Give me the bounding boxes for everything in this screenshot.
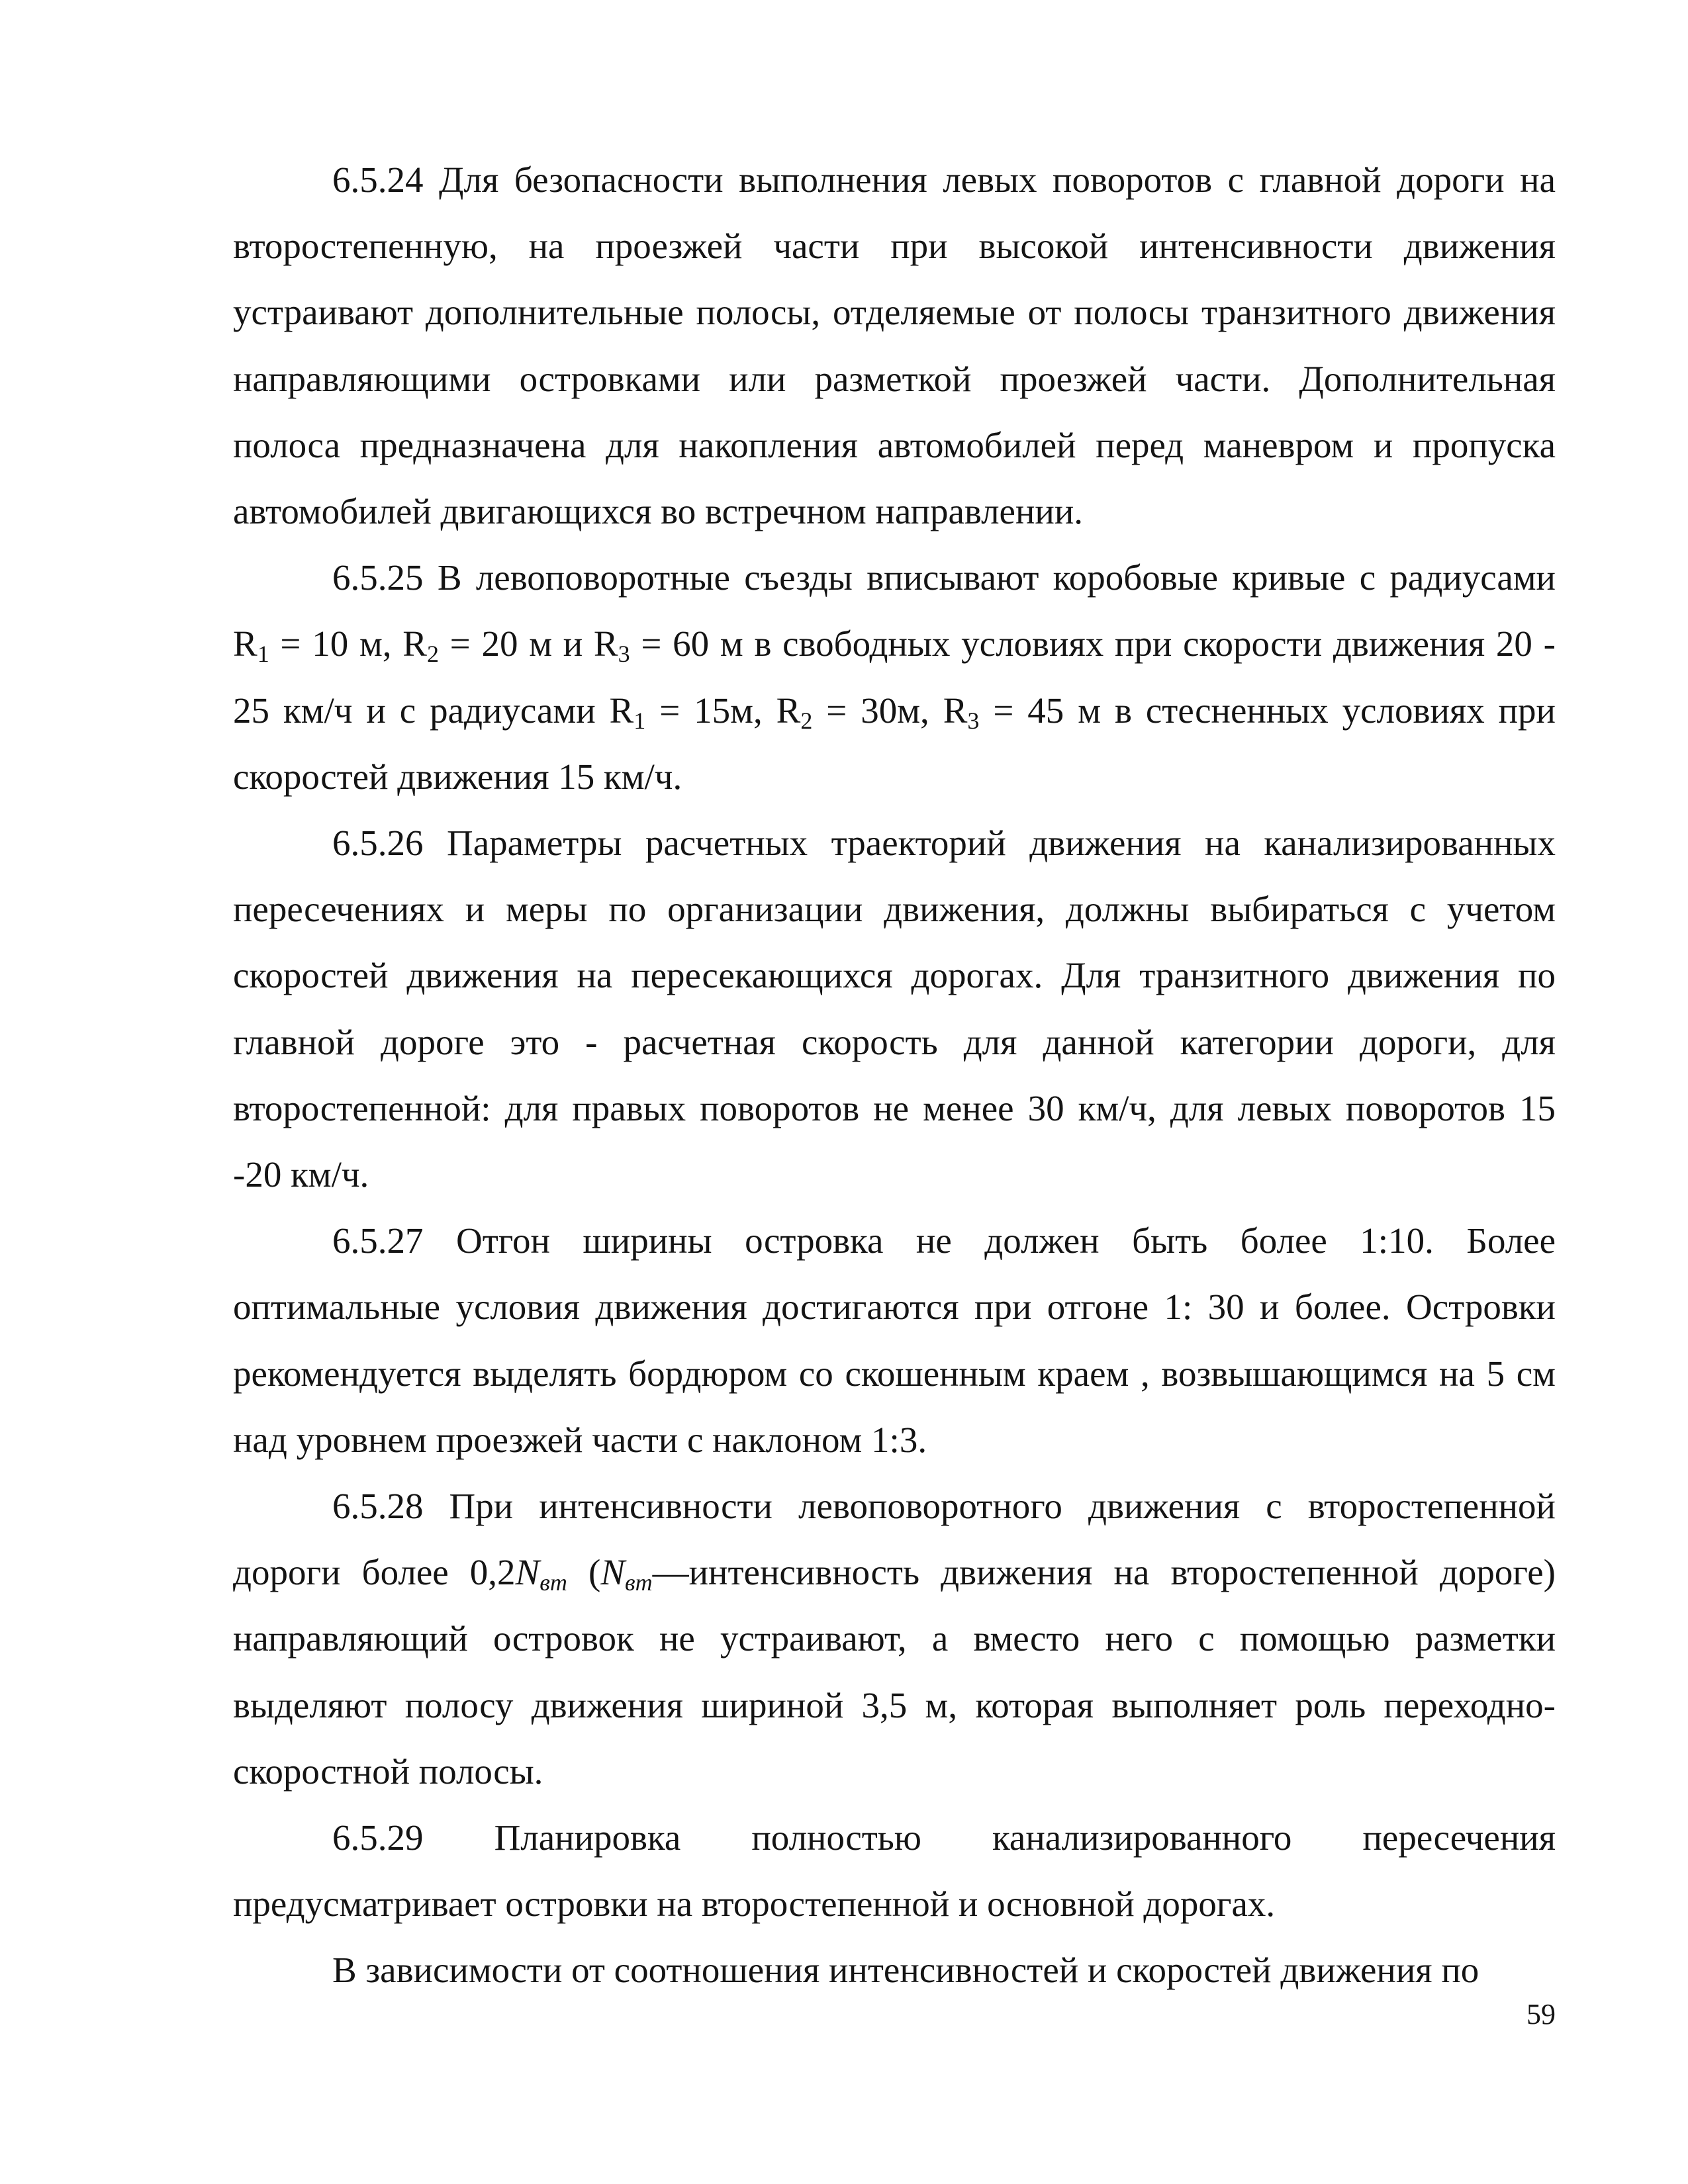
subscript: 1 bbox=[257, 641, 269, 668]
subscript bbox=[539, 1569, 567, 1596]
document-body bbox=[233, 147, 1556, 2004]
text-fragment: —интенсивность движения на второстепенной дороге) направляющий островок не устраивают, а вместо него с помощью разметки выделяют полосу движения шириной 3,5 м, которая выполняет роль переходно-скоростной полосы. bbox=[233, 1552, 1556, 1792]
paragraph-6-5-28 bbox=[233, 1473, 1556, 1805]
text-fragment: = 30м, R bbox=[812, 690, 968, 731]
subscript: 3 bbox=[618, 641, 630, 668]
paragraph-6-5-29: 6.5.29 Планировка полностью канализированного пересечения предусматривает островки на второстепенной и основной дорогах. bbox=[233, 1817, 1556, 1925]
paragraph-6-5-24: 6.5.24 Для безопасности выполнения левых поворотов с главной дороги на второстепенную, на проезжей части при высокой интенсивности движения устраивают дополнительные полосы, отделяемые от полосы транзитного движения направляющими островками или разметкой проезжей части. Дополнительная полоса предназначена для накопления автомобилей перед маневром и пропуска автомобилей двигающихся во встречном направлении. bbox=[233, 159, 1556, 532]
paragraph-continuation: В зависимости от соотношения интенсивностей и скоростей движения по bbox=[332, 1950, 1479, 1991]
text-fragment: 6.5.28 При интенсивности левоповоротного движения с второстепенной дороги более 0,2 bbox=[233, 1486, 1556, 1593]
text-fragment: = 60 м в свободных условиях при скорости движения 20 - 25 км/ч и с радиусами R bbox=[233, 623, 1556, 731]
paragraph-6-5-26: 6.5.26 Параметры расчетных траекторий движения на канализированных пересечениях и меры по организации движения, должны выбираться с учетом скоростей движения на пересекающихся дорогах. Для транзитного движения по главной дороге это - расчетная скорость для данной категории дороги, для второстепенной: для правых поворотов не менее 30 км/ч, для левых поворотов 15 -20 км/ч. bbox=[233, 823, 1556, 1195]
text-fragment: = 20 м и R bbox=[438, 623, 618, 664]
text-fragment: = 45 м в стесненных условиях при скоростей движения 15 км/ч. bbox=[233, 690, 1556, 797]
text-fragment: ( bbox=[567, 1552, 601, 1593]
text-fragment: = 10 м, R bbox=[269, 623, 427, 664]
subscript: 3 bbox=[967, 707, 980, 734]
italic-subscript: вт bbox=[539, 1569, 567, 1596]
page-number: 59 bbox=[1526, 1998, 1556, 2030]
subscript: 1 bbox=[633, 707, 646, 734]
text-fragment: = 15м, R bbox=[645, 690, 801, 731]
italic-symbol: N bbox=[515, 1552, 540, 1593]
subscript: 2 bbox=[800, 707, 813, 734]
italic-subscript: вт bbox=[625, 1569, 653, 1596]
paragraph-6-5-27: 6.5.27 Отгон ширины островка не должен быть более 1:10. Более оптимальные условия движения достигаются при отгоне 1: 30 и более. Островки рекомендуется выделять бордюром со скошенным краем , возвышающимся на 5 см над уровнем проезжей части с наклоном 1:3. bbox=[233, 1220, 1556, 1460]
subscript: 2 bbox=[426, 641, 439, 668]
italic-symbol: N bbox=[600, 1552, 625, 1593]
text-fragment: 6.5.25 В левоповоротные съезды вписывают коробовые кривые с радиусами R bbox=[233, 557, 1556, 664]
subscript bbox=[625, 1569, 653, 1596]
paragraph-6-5-25 bbox=[233, 545, 1556, 810]
